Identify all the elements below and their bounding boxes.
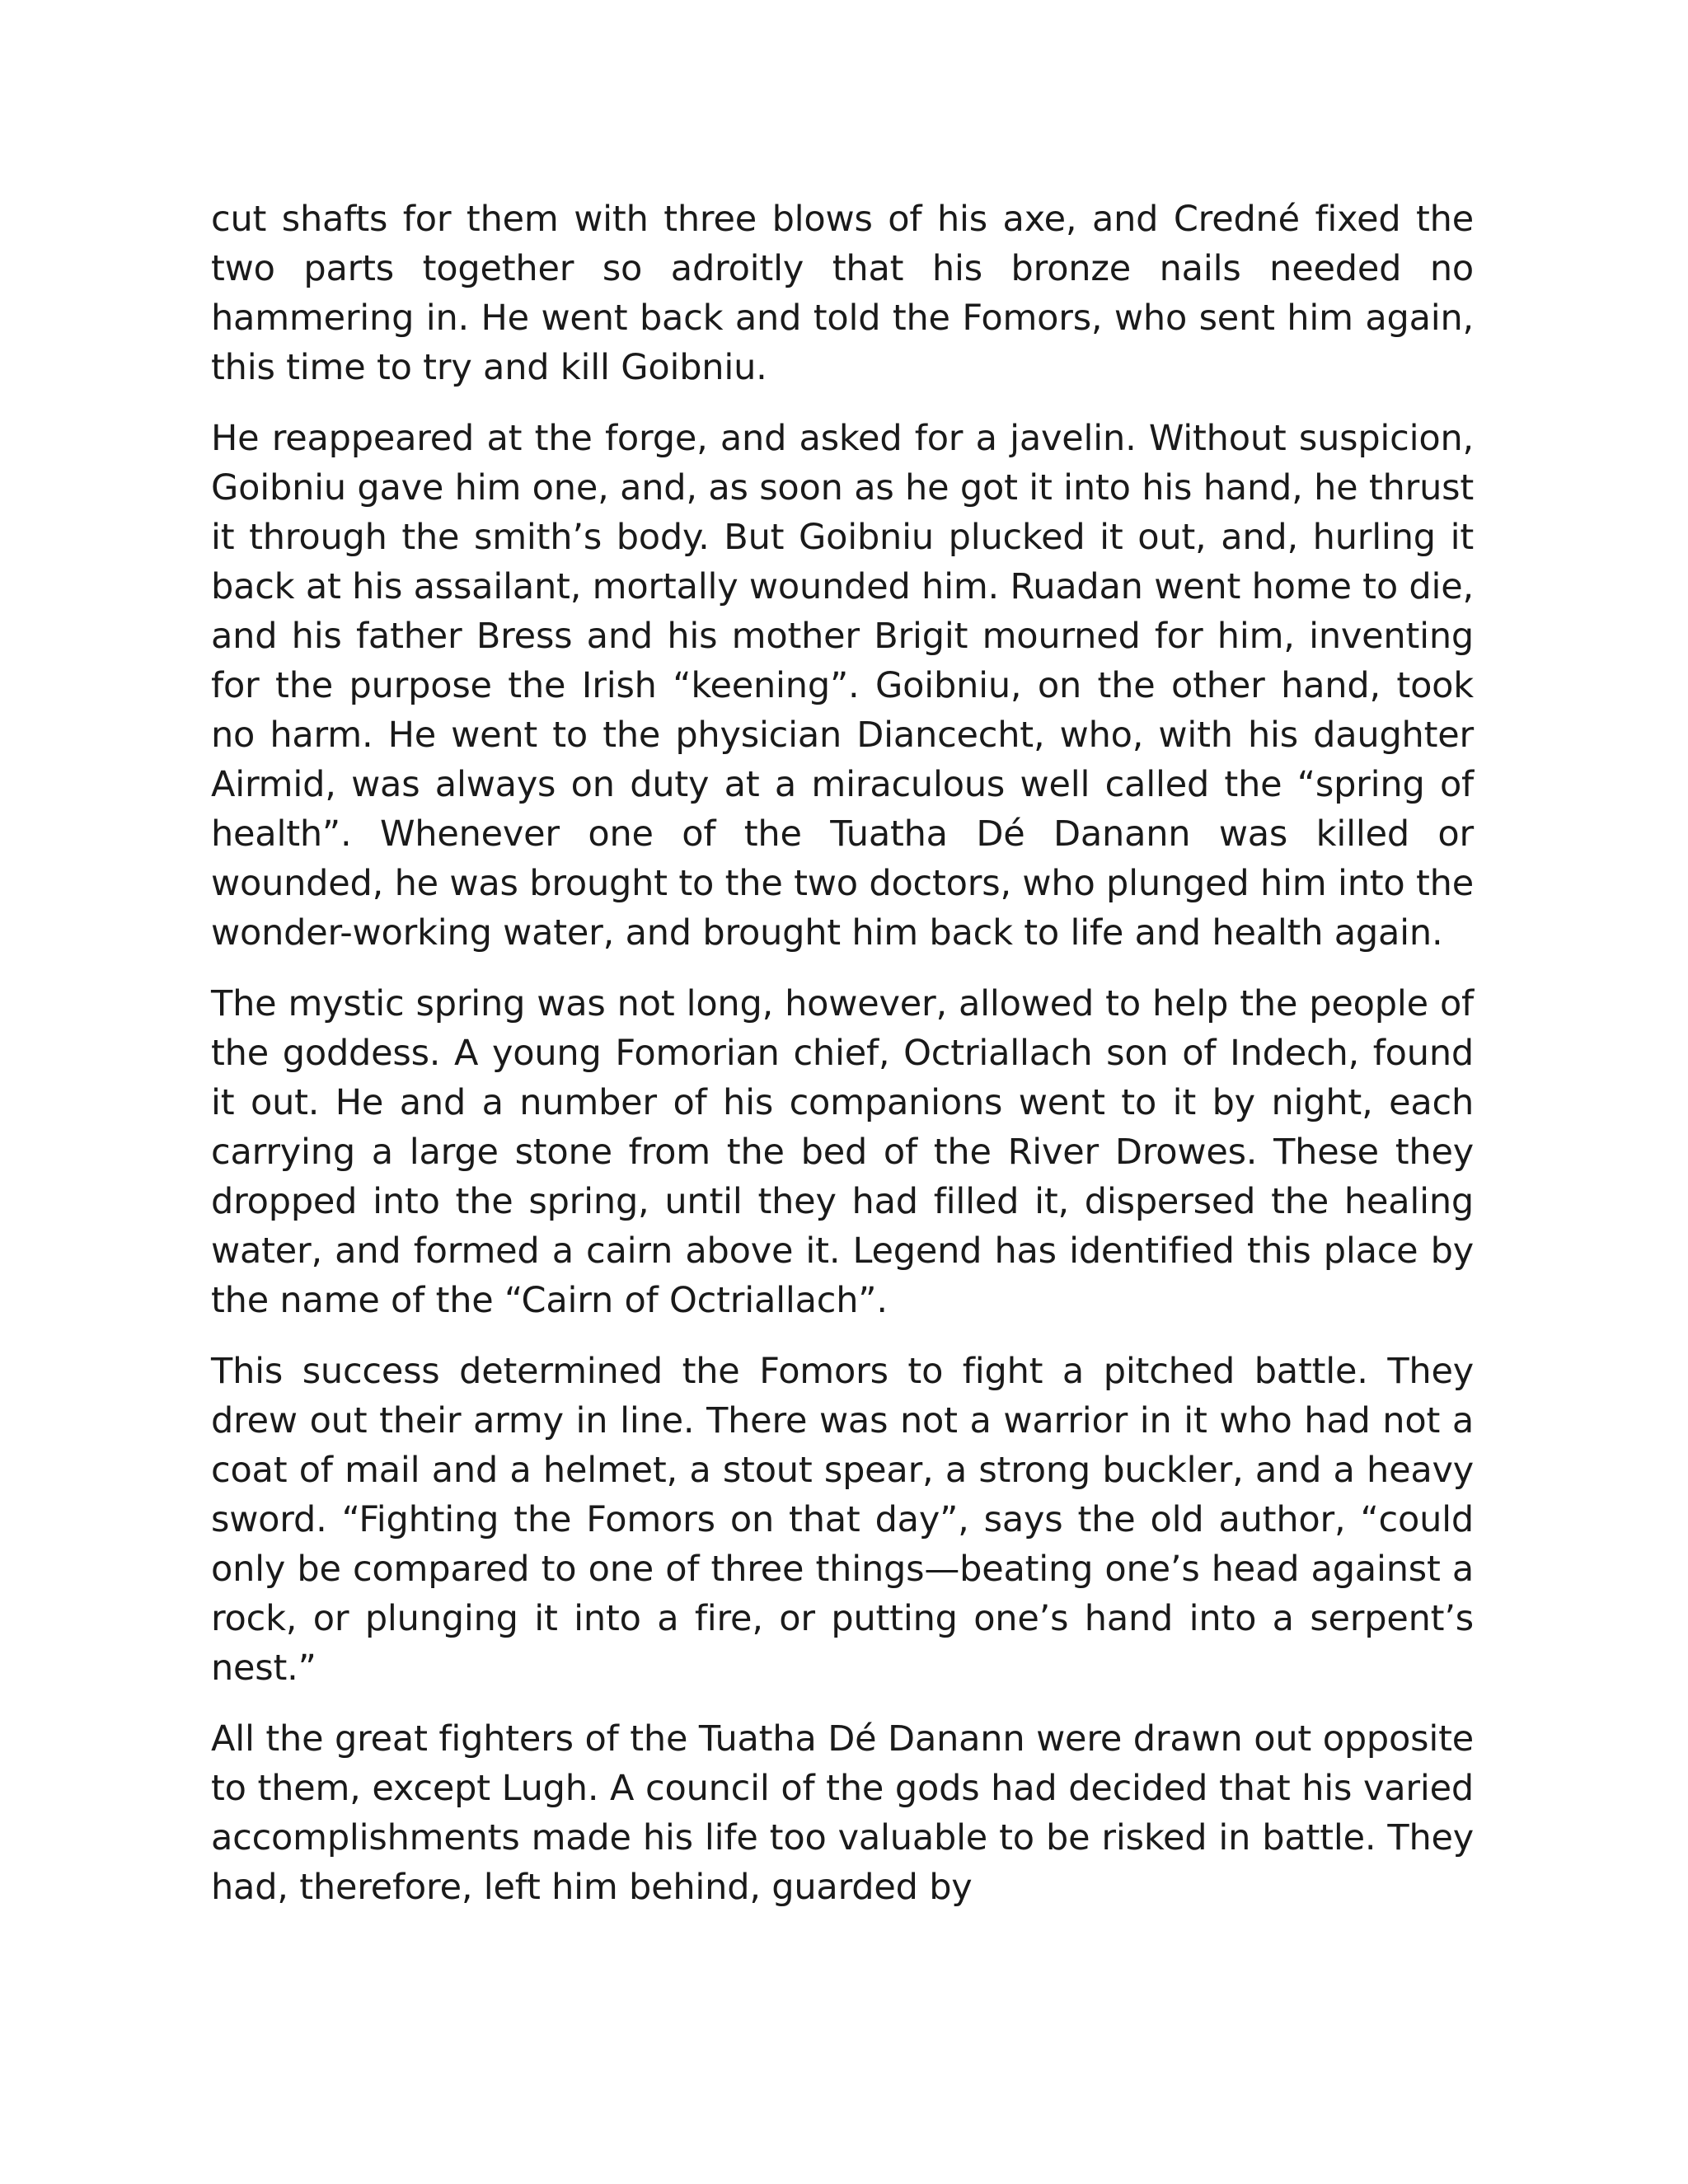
body-text: [211, 194, 1474, 1933]
paragraph-3: The mystic spring was not long, however, allowed to help the people of the goddess. A young Fomorian chief, Octriallach son of Indech, found it out. He and a number of his companions went to it by night, each carrying a large stone from the bed of the River Drowes. These they dropped into the spring, until they had filled it, dispersed the healing water, and formed a cairn above it. Legend has identified this place by the name of the “Cairn of Octriallach”.: [211, 983, 1474, 1321]
paragraph-1: cut shafts for them with three blows of his axe, and Credné fixed the two parts together so adroitly that his bronze nails needed no hammering in. He went back and told the Fomors, who sent him again, this time to try and kill Goibniu.: [211, 199, 1474, 388]
paragraph-2: He reappeared at the forge, and asked for a javelin. Without suspicion, Goibniu gave him one, and, as soon as he got it into his hand, he thrust it through the smith’s body. But Goibniu plucked it out, and, hurling it back at his assailant, mortally wounded him. Ruadan went home to die, and his father Bress and his mother Brigit mourned for him, inventing for the purpose the Irish “keening”. Goibniu, on the other hand, took no harm. He went to the physician Diancecht, who, with his daughter Airmid, was always on duty at a miraculous well called the “spring of health”. Whenever one of the Tuatha Dé Danann was killed or wounded, he was brought to the two doctors, who plunged him into the wonder-working water, and brought him back to life and health again.: [211, 418, 1474, 954]
paragraph-4: This success determined the Fomors to fight a pitched battle. They drew out their army in line. There was not a warrior in it who had not a coat of mail and a helmet, a stout spear, a strong buckler, and a heavy sword. “Fighting the Fomors on that day”, says the old author, “could only be compared to one of three things—beating one’s head against a rock, or plunging it into a fire, or putting one’s hand into a serpent’s nest.”: [211, 1351, 1474, 1689]
paragraph-5: All the great fighters of the Tuatha Dé Danann were drawn out opposite to them, except Lugh. A council of the gods had decided that his varied accomplishments made his life too valuable to be risked in battle. They had, therefore, left him behind, guarded by: [211, 1718, 1474, 1908]
